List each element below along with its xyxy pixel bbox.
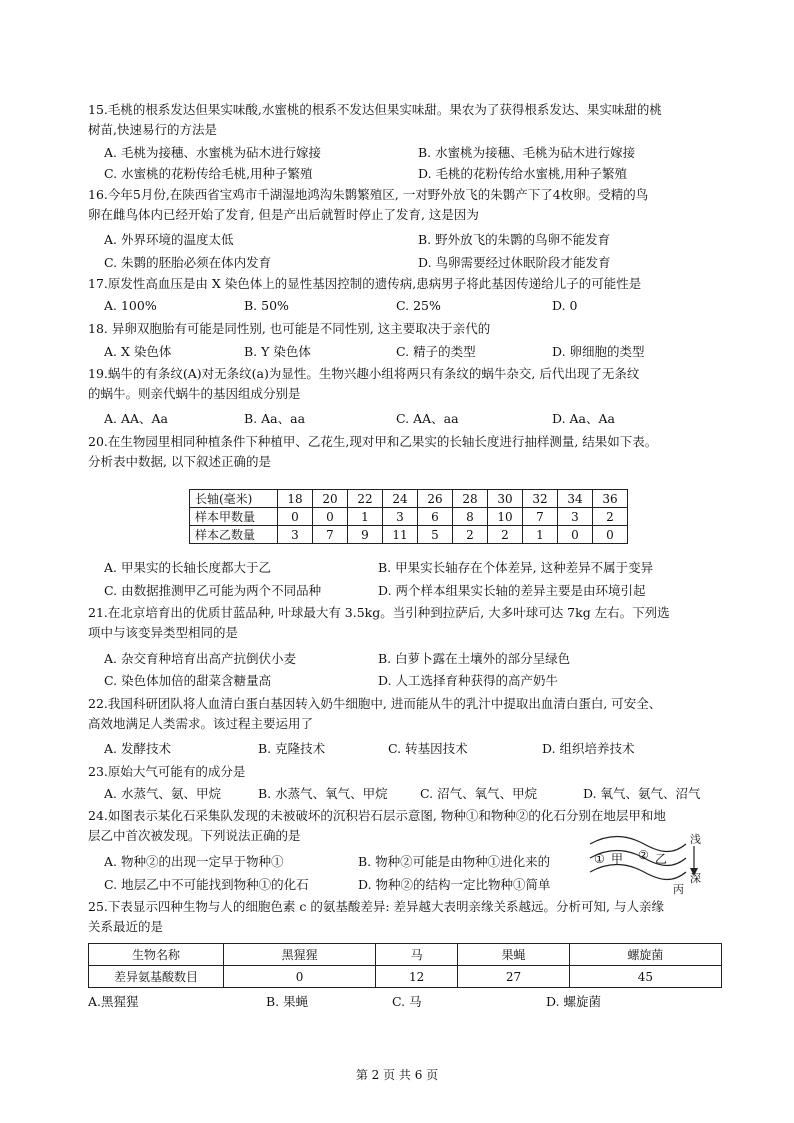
table-row (190, 526, 628, 544)
q19-stem-line2: 的蜗牛。则亲代蜗牛的基因组成分别是 (88, 386, 301, 401)
q24-option-b: B. 物种②可能是由物种①进化来的 (358, 854, 551, 869)
table-cell: 30 (488, 490, 523, 508)
table-cell: 11 (383, 526, 418, 544)
shallow-label: 浅 (690, 833, 701, 846)
q22-option-c: C. 转基因技术 (388, 741, 468, 756)
question-22 (88, 694, 734, 734)
table-cell: 26 (418, 490, 453, 508)
q25-table (88, 943, 722, 988)
table-cell: 9 (348, 526, 383, 544)
table-cell: 差异氨基酸数目 (89, 966, 224, 988)
q25-stem-line2: 关系最近的是 (88, 919, 164, 934)
q25-option-c: C. 马 (392, 994, 422, 1009)
q20-option-b: B. 甲果实长轴存在个体差异, 这种差异不属于变异 (378, 560, 654, 575)
q21-stem-line2: 项中与该变异类型相同的是 (88, 625, 239, 640)
q15-option-c: C. 水蜜桃的花粉传给毛桃,用种子繁殖 (104, 166, 313, 181)
q23-option-c: C. 沼气、氧气、甲烷 (420, 786, 538, 801)
q17-stem-line1: 17.原发性高血压是由 X 染色体上的显性基因控制的遗传病,患病男子将此基因传递给儿子的可能性是 (88, 276, 642, 291)
q23-option-b: B. 水蒸气、氧气、甲烷 (258, 786, 388, 801)
q16-option-b: B. 野外放飞的朱鹮的鸟卵不能发育 (418, 232, 611, 247)
q16-stem-line2: 卵在雌鸟体内已经开始了发育, 但是产出后就暂时停止了发育, 这是因为 (88, 207, 479, 222)
q16-stem-line1: 16.今年5月份,在陕西省宝鸡市千湖湿地鸿沟朱鹮繁殖区, 一对野外放飞的朱鹮产下了4枚卵。受精的鸟 (88, 187, 649, 202)
q22-option-d: D. 组织培养技术 (542, 741, 635, 756)
q21-option-b: B. 白萝卜露在土壤外的部分呈绿色 (378, 651, 571, 666)
q18-option-b: B. Y 染色体 (244, 344, 311, 359)
q25-option-b: B. 果蝇 (266, 994, 309, 1009)
q25-stem-line1: 25.下表显示四种生物与人的细胞色素 c 的氨基酸差异: 差异越大表明亲缘关系越远。分析可知, 与人亲缘 (88, 899, 664, 914)
q20-stem-line2: 分析表中数据, 以下叙述正确的是 (88, 454, 271, 469)
q20-table-header-row (190, 490, 628, 508)
table-cell: 2 (593, 508, 628, 526)
q17-option-d: D. 0 (552, 298, 578, 313)
q22-option-b: B. 克隆技术 (258, 741, 326, 756)
table-cell: 果蝇 (458, 944, 570, 966)
table-cell: 24 (383, 490, 418, 508)
table-cell: 34 (558, 490, 593, 508)
table-row (190, 508, 628, 526)
question-17 (88, 274, 734, 294)
q21-option-c: C. 染色体加倍的甜菜含糖量高 (104, 673, 272, 688)
question-19 (88, 364, 734, 404)
q18-option-a: A. X 染色体 (104, 344, 172, 359)
table-cell: 1 (348, 508, 383, 526)
q20-option-a: A. 甲果实的长轴长度都大于乙 (104, 560, 271, 575)
q17-option-a: A. 100% (104, 298, 157, 313)
table-row (89, 966, 722, 988)
table-cell: 3 (278, 526, 313, 544)
q22-option-a: A. 发酵技术 (104, 741, 171, 756)
table-cell: 27 (458, 966, 570, 988)
table-cell: 3 (383, 508, 418, 526)
table-cell: 6 (418, 508, 453, 526)
q25-option-d: D. 螺旋菌 (546, 994, 602, 1009)
q21-stem-line1: 21.在北京培育出的优质甘蓝品种, 叶球最大有 3.5kg。当引种到拉萨后, 大多叶球可达 7kg 左右。下列选 (88, 605, 670, 620)
question-16 (88, 185, 734, 225)
table-cell: 样本乙数量 (190, 526, 278, 544)
q25-option-a: A.黑猩猩 (88, 994, 139, 1009)
stratum-yi-label: 乙 (655, 852, 668, 866)
species-2-marker: ② (638, 848, 649, 862)
table-cell: 样本甲数量 (190, 508, 278, 526)
table-cell: 22 (348, 490, 383, 508)
table-cell: 0 (313, 508, 348, 526)
q16-option-d: D. 鸟卵需要经过休眠阶段才能发育 (418, 255, 611, 270)
q16-option-a: A. 外界环境的温度太低 (104, 232, 234, 247)
table-cell: 1 (523, 526, 558, 544)
question-23 (88, 762, 734, 782)
q24-option-d: D. 物种②的结构一定比物种①简单 (358, 877, 551, 892)
q23-option-a: A. 水蒸气、氨、甲烷 (104, 786, 221, 801)
table-cell: 长轴(毫米) (190, 490, 278, 508)
q23-stem-line1: 23.原始大气可能有的成分是 (88, 764, 246, 779)
q17-option-c: C. 25% (396, 298, 441, 313)
table-cell: 45 (569, 966, 721, 988)
q15-stem-line1: 15.毛桃的根系发达但果实味酸,水蜜桃的根系不发达但果实味甜。果农为了获得根系发达、果实味甜的桃 (88, 102, 662, 117)
table-cell: 螺旋菌 (569, 944, 721, 966)
q19-option-a: A. AA、Aa (104, 411, 169, 426)
table-cell: 生物名称 (89, 944, 224, 966)
q18-option-d: D. 卵细胞的类型 (552, 344, 645, 359)
table-cell: 0 (593, 526, 628, 544)
question-20 (88, 432, 734, 472)
table-cell: 2 (488, 526, 523, 544)
table-cell: 36 (593, 490, 628, 508)
table-cell: 28 (453, 490, 488, 508)
stratum-jia-label: 甲 (611, 852, 624, 866)
table-cell: 8 (453, 508, 488, 526)
q20-table (189, 489, 628, 544)
q15-option-d: D. 毛桃的花粉传给水蜜桃,用种子繁殖 (418, 166, 627, 181)
q18-option-c: C. 精子的类型 (396, 344, 476, 359)
q23-option-d: D. 氧气、氨气、沼气 (583, 786, 701, 801)
table-cell: 7 (523, 508, 558, 526)
question-25 (88, 897, 734, 937)
q20-stem-line1: 20.在生物园里相同种植条件下种植甲、乙花生,现对甲和乙果实的长轴长度进行抽样测量, 结果如下表。 (88, 434, 658, 449)
table-cell: 18 (278, 490, 313, 508)
q15-option-b: B. 水蜜桃为接穗、毛桃为砧木进行嫁接 (418, 145, 636, 160)
table-cell: 黑猩猩 (224, 944, 376, 966)
q20-option-d: D. 两个样本组果实长轴的差异主要是由环境引起 (378, 583, 646, 598)
stratum-line-3 (590, 865, 686, 880)
q25-table-header-row (89, 944, 722, 966)
table-cell: 32 (523, 490, 558, 508)
q15-stem-line2: 树苗,快速易行的方法是 (88, 122, 217, 137)
table-cell: 0 (558, 526, 593, 544)
q19-stem-line1: 19.蜗牛的有条纹(A)对无条纹(a)为显性。生物兴趣小组将两只有条纹的蜗牛杂交, 后代出现了无条纹 (88, 366, 640, 381)
table-cell: 10 (488, 508, 523, 526)
q15-option-a: A. 毛桃为接穗、水蜜桃为砧木进行嫁接 (104, 145, 321, 160)
q19-option-d: D. Aa、Aa (552, 411, 615, 426)
question-15 (88, 100, 734, 140)
q24-stem-line1: 24.如图表示某化石采集队发现的未被破坏的沉积岩石层示意图, 物种①和物种②的化石分别在地层甲和地 (88, 808, 666, 823)
q19-option-b: B. Aa、aa (244, 411, 306, 426)
q21-option-d: D. 人工选择育种获得的高产奶牛 (378, 673, 559, 688)
question-18 (88, 319, 734, 339)
q20-option-c: C. 由数据推测甲乙可能为两个不同品种 (104, 583, 322, 598)
page-footer: 第 2 页 共 6 页 (355, 1068, 439, 1082)
q24-option-a: A. 物种②的出现一定早于物种① (104, 854, 284, 869)
q18-stem-line1: 18. 异卵双胞胎有可能是同性别, 也可能是不同性别, 这主要取决于亲代的 (88, 321, 491, 336)
q22-stem-line2: 高效地满足人类需求。该过程主要运用了 (88, 716, 314, 731)
species-1-marker: ① (594, 852, 605, 866)
table-cell: 0 (278, 508, 313, 526)
table-cell: 0 (224, 966, 376, 988)
table-cell: 2 (453, 526, 488, 544)
q21-option-a: A. 杂交育种培育出高产抗倒伏小麦 (104, 651, 296, 666)
table-cell: 5 (418, 526, 453, 544)
table-cell: 马 (376, 944, 458, 966)
q16-option-c: C. 朱鹮的胚胎必须在体内发育 (104, 255, 272, 270)
table-cell: 7 (313, 526, 348, 544)
q17-option-b: B. 50% (244, 298, 289, 313)
stratum-bing-label: 丙 (673, 883, 684, 896)
table-cell: 20 (313, 490, 348, 508)
deep-label: 深 (690, 872, 701, 885)
table-cell: 12 (376, 966, 458, 988)
q19-option-c: C. AA、aa (396, 411, 459, 426)
q22-stem-line1: 22.我国科研团队将人血清白蛋白基因转入奶牛细胞中, 进而能从牛的乳汁中提取出血清白蛋白, 可安全、 (88, 696, 662, 711)
table-cell: 3 (558, 508, 593, 526)
q24-stem-line2: 层乙中首次被发现。下列说法正确的是 (88, 828, 301, 843)
question-21 (88, 603, 734, 643)
q24-option-c: C. 地层乙中不可能找到物种①的化石 (104, 877, 309, 892)
